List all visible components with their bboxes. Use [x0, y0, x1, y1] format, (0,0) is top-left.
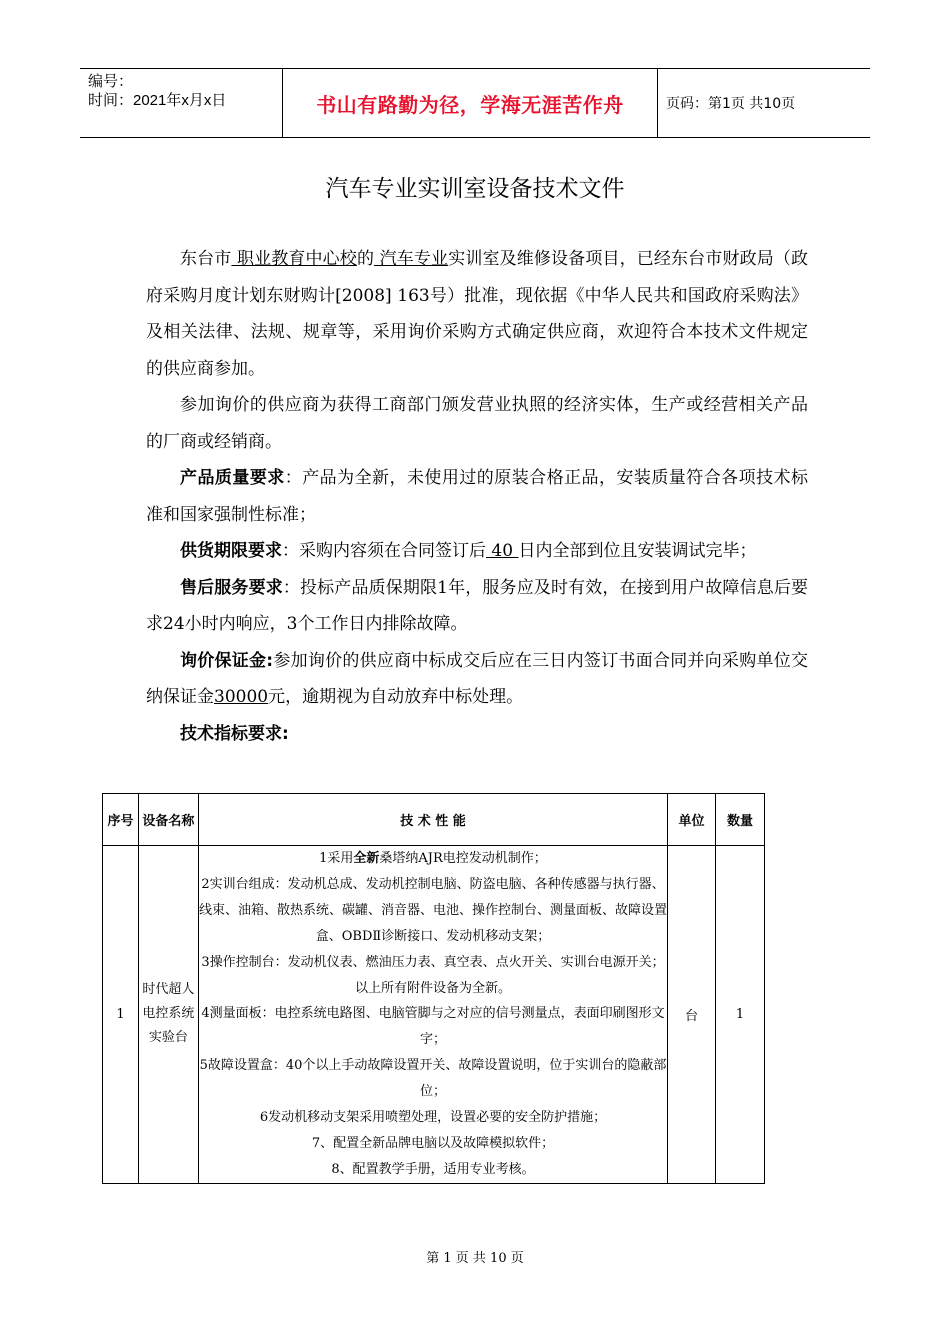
col-header-unit: 单位: [668, 794, 716, 846]
cell-qty: 1: [716, 846, 765, 1184]
header-page-label: 页码：第1页 共10页: [666, 96, 796, 112]
header-left-cell: [80, 69, 282, 137]
delivery-days: 40: [486, 541, 519, 561]
col-header-name: 设备名称: [138, 794, 198, 846]
intro-paragraph: 东台市 职业教育中心校的 汽车专业实训室及维修设备项目，已经东台市财政局（政府采购月度计划东财购计[2008] 163号）批准，现依据《中华人民共和国政府采购法》及相关法律、法规、规章等，采用询价采购方式确定供应商，欢迎符合本技术文件规定的供应商参加。: [146, 249, 809, 379]
delivery-paragraph: 供货期限要求：采购内容须在合同签订后 40 日内全部到位且安装调试完毕；: [180, 541, 757, 561]
quality-paragraph: 产品质量要求：产品为全新，未使用过的原装合格正品，安装质量符合各项技术标准和国家强制性标准；: [146, 468, 809, 525]
deposit-label: 询价保证金:: [180, 650, 274, 671]
supplier-paragraph: 参加询价的供应商为获得工商部门颁发营业执照的经济实体，生产或经营相关产品的厂商或经销商。: [146, 395, 808, 452]
page-footer: 第 1 页 共 10 页: [426, 1251, 524, 1266]
spec-table: [102, 793, 765, 1184]
header-motto-cell: [282, 69, 658, 137]
perf-item-5: 5故障设置盒：40个以上手动故障设置开关、故障设置说明，位于实训台的隐蔽部位；: [199, 1058, 667, 1100]
deposit-paragraph: 询价保证金:参加询价的供应商中标成交后应在三日内签订书面合同并向采购单位交纳保证金30000元，逾期视为自动放弃中标处理。: [146, 650, 808, 707]
cell-device-name: 时代超人电控系统实验台: [138, 846, 198, 1184]
quality-label: 产品质量要求: [180, 468, 285, 488]
cell-unit: 台: [668, 846, 716, 1184]
cell-performance: [198, 846, 667, 1184]
major-name: 汽车专业: [374, 249, 449, 269]
perf-item-8: 8、配置教学手册，适用专业考核。: [331, 1161, 535, 1177]
col-header-no: 序号: [103, 794, 139, 846]
service-label: 售后服务要求: [180, 577, 283, 598]
document-body: [146, 241, 808, 752]
table-header-row: [103, 794, 765, 846]
table-row: [103, 846, 765, 1184]
deposit-amount: 30000: [214, 687, 269, 707]
perf-item-4: 4测量面板：电控系统电路图、电脑管脚与之对应的信号测量点，表面印刷图形文字；: [201, 1006, 665, 1048]
service-paragraph: 售后服务要求：投标产品质保期限1年，服务应及时有效，在接到用户故障信息后要求24小时内响应，3个工作日内排除故障。: [146, 577, 808, 634]
doc-number-label: 编号：: [88, 73, 134, 90]
tech-heading: 技术指标要求:: [180, 723, 289, 744]
perf-item-6: 6发动机移动支架采用喷塑处理，设置必要的安全防护措施；: [259, 1110, 607, 1126]
doc-date-label: 时间：2021年x月x日: [88, 92, 227, 109]
col-header-qty: 数量: [716, 794, 765, 846]
document-title: 汽车专业实训室设备技术文件: [325, 176, 625, 202]
perf-item-3: 3操作控制台：发动机仪表、燃油压力表、真空表、点火开关、实训台电源开关；以上所有附件设备为全新。: [201, 954, 665, 996]
cell-no: 1: [103, 846, 139, 1184]
delivery-label: 供货期限要求: [180, 541, 282, 561]
perf-item-2: 2实训台组成：发动机总成、发动机控制电脑、防盗电脑、各种传感器与执行器、线束、油箱、散热系统、碳罐、消音器、电池、操作控制台、测量面板、故障设置盒、OBDⅡ诊断接口、发动机移动支架；: [198, 876, 667, 944]
page-header: [80, 68, 870, 138]
perf-item-7: 7、配置全新品牌电脑以及故障模拟软件；: [311, 1135, 555, 1151]
col-header-perf: 技 术 性 能: [198, 794, 667, 846]
school-name: 职业教育中心校: [231, 249, 357, 269]
header-page-cell: [658, 69, 870, 137]
perf-item-1: 1采用全新桑塔纳AJR电控发动机制作；: [319, 851, 547, 866]
header-motto: 书山有路勤为径，学海无涯苦作舟: [316, 92, 624, 117]
